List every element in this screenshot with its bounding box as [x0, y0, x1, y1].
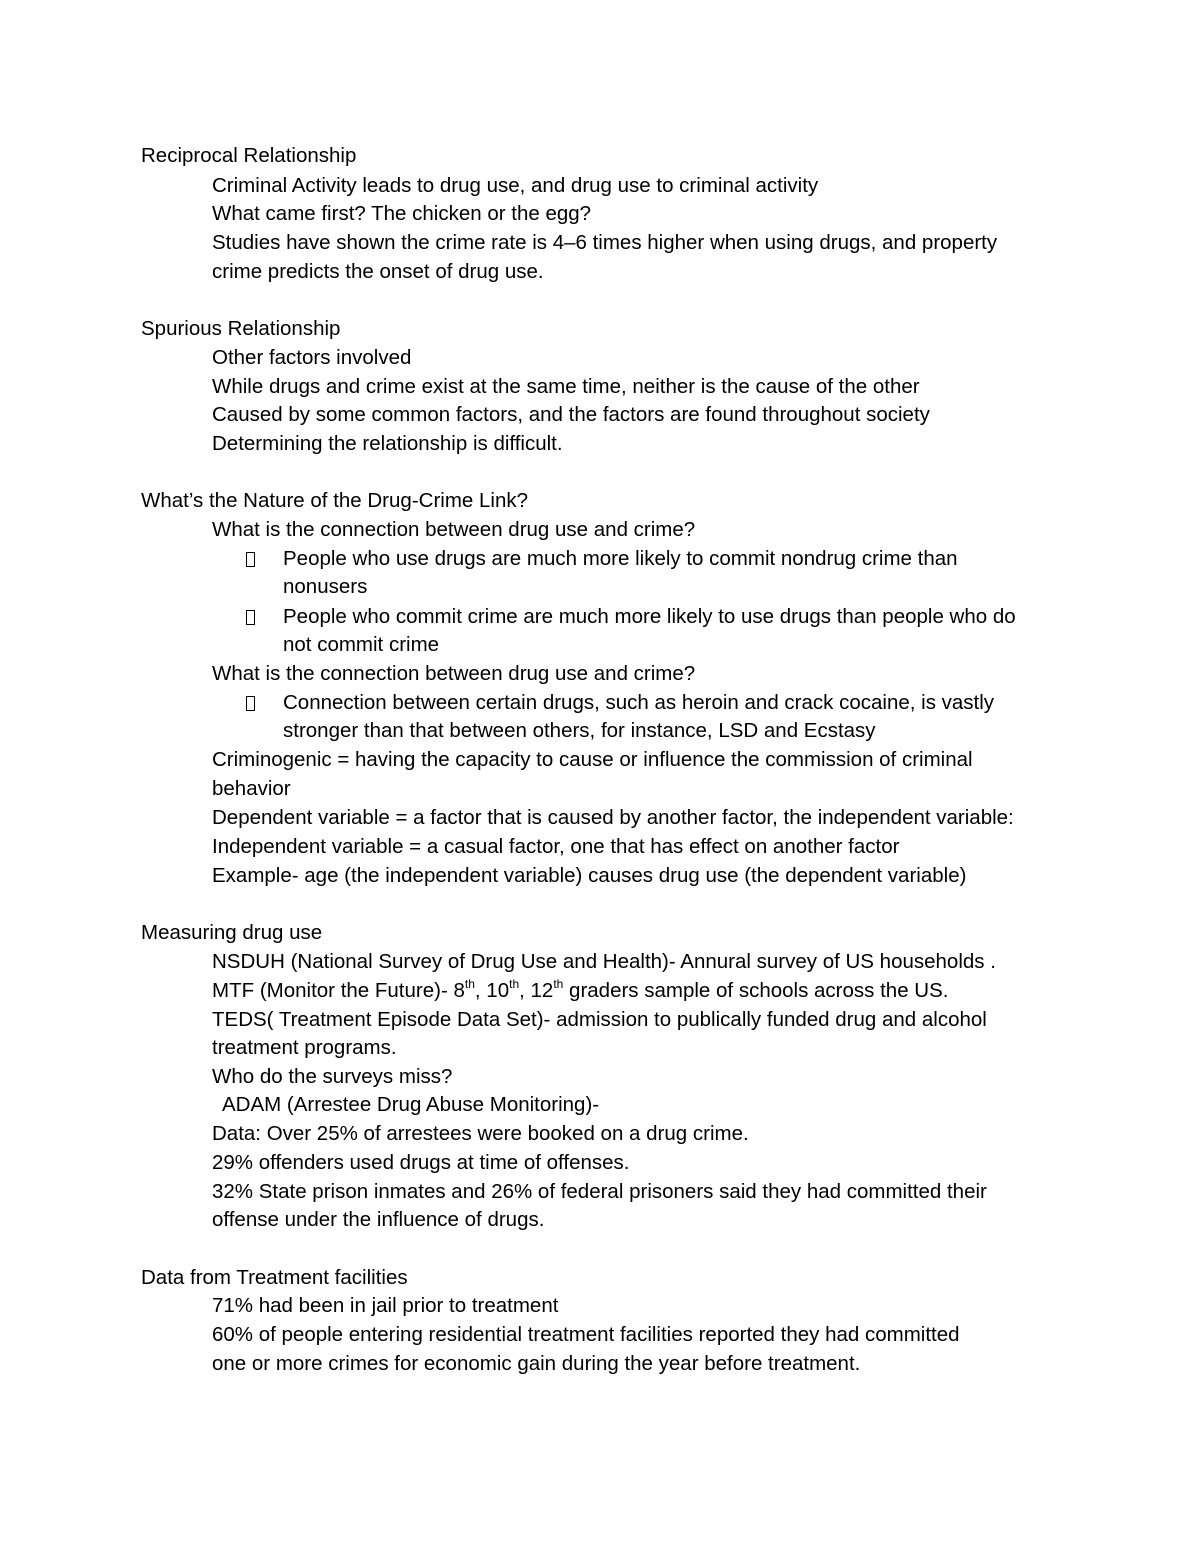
spurious-line: Other factors involved — [212, 346, 412, 369]
mtf-text: MTF (Monitor the Future)- 8 — [212, 979, 465, 1002]
mtf-ordinal: th — [464, 977, 475, 992]
bullet-item-line: Connection between certain drugs, such as heroin and crack cocaine, is vastly — [283, 691, 995, 714]
mtf-ordinal: th — [509, 977, 520, 992]
nature-line: Criminogenic = having the capacity to cause or influence the commission of criminal — [212, 748, 973, 771]
bullet-icon — [246, 696, 255, 711]
treatment-line: 60% of people entering residential treatment facilities reported they had committed — [212, 1323, 960, 1346]
reciprocal-line: What came first? The chicken or the egg? — [212, 202, 592, 225]
bullet-item-line: nonusers — [283, 575, 368, 598]
data-line: 29% offenders used drugs at time of offenses. — [212, 1151, 630, 1174]
measuring-heading: Measuring drug use — [141, 921, 323, 944]
teds-line: treatment programs. — [212, 1036, 397, 1059]
reciprocal-line: Studies have shown the crime rate is 4–6 times higher when using drugs, and property — [212, 231, 998, 254]
spurious-heading: Spurious Relationship — [141, 317, 341, 340]
bullet-item-line: not commit crime — [283, 633, 440, 656]
teds-line: TEDS( Treatment Episode Data Set)- admission to publically funded drug and alcohol — [212, 1008, 987, 1031]
mtf-text: , 12 — [519, 979, 554, 1002]
nsduh-line: NSDUH (National Survey of Drug Use and Health)- Annural survey of US households . — [212, 950, 996, 973]
data-line: 32% State prison inmates and 26% of federal prisoners said they had committed their — [212, 1180, 987, 1203]
adam-line: ADAM (Arrestee Drug Abuse Monitoring)- — [222, 1093, 600, 1116]
data-line: offense under the influence of drugs. — [212, 1208, 545, 1231]
nature-line: Dependent variable = a factor that is caused by another factor, the independent variable: — [212, 806, 1014, 829]
spurious-line: While drugs and crime exist at the same time, neither is the cause of the other — [212, 375, 920, 398]
bullet-item-line: People who commit crime are much more likely to use drugs than people who do — [283, 605, 1016, 628]
nature-question: What is the connection between drug use and crime? — [212, 518, 696, 541]
reciprocal-line: Criminal Activity leads to drug use, and drug use to criminal activity — [212, 174, 819, 197]
bullet-icon — [246, 610, 255, 625]
nature-line: Example- age (the independent variable) causes drug use (the dependent variable) — [212, 864, 967, 887]
nature-line: behavior — [212, 777, 291, 800]
data-line: Data: Over 25% of arrestees were booked on a drug crime. — [212, 1122, 749, 1145]
spurious-line: Caused by some common factors, and the factors are found throughout society — [212, 403, 930, 426]
bullet-item-line: stronger than that between others, for instance, LSD and Ecstasy — [283, 719, 876, 742]
reciprocal-line: crime predicts the onset of drug use. — [212, 260, 544, 283]
mtf-line — [212, 977, 948, 1005]
treatment-line: 71% had been in jail prior to treatment — [212, 1294, 559, 1317]
nature-line: Independent variable = a casual factor, one that has effect on another factor — [212, 835, 900, 858]
reciprocal-heading: Reciprocal Relationship — [141, 144, 357, 167]
bullet-icon — [246, 552, 255, 567]
nature-question: What is the connection between drug use and crime? — [212, 662, 696, 685]
mtf-ordinal: th — [553, 977, 564, 992]
treatment-line: one or more crimes for economic gain during the year before treatment. — [212, 1352, 861, 1375]
mtf-text: , 10 — [474, 979, 510, 1002]
nature-heading: What’s the Nature of the Drug-Crime Link? — [141, 489, 529, 512]
bullet-item-line: People who use drugs are much more likely to commit nondrug crime than — [283, 547, 958, 570]
spurious-line: Determining the relationship is difficult. — [212, 432, 563, 455]
surveys-miss-line: Who do the surveys miss? — [212, 1065, 453, 1088]
mtf-text: graders sample of schools across the US. — [563, 979, 949, 1002]
treatment-heading: Data from Treatment facilities — [141, 1266, 408, 1289]
